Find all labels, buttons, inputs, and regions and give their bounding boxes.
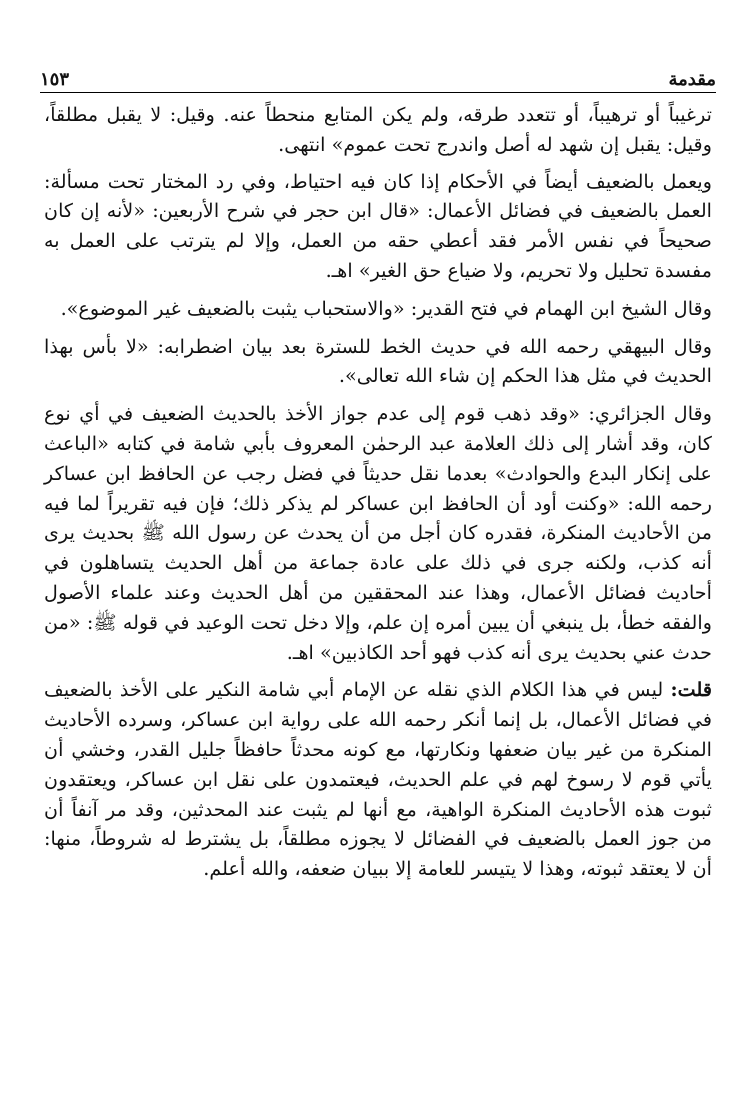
paragraph: ويعمل بالضعيف أيضاً في الأحكام إذا كان فيه احتياط، وفي رد المختار تحت مسألة: العمل بالضعيف في فضائل الأعمال: «قال ابن حجر في شرح الأربعين: «لأنه إن كان صحيحاً في نفس الأمر فقد أعطي حقه من العمل، وإلا لم يترتب على العمل به مفسدة تحليل ولا تحريم، ولا ضياع حق الغير» اهـ.: [44, 169, 712, 282]
note-label: قلت:: [670, 678, 712, 702]
paragraph: ترغيباً أو ترهيباً، أو تتعدد طرقه، ولم يكن المتابع منحطاً عنه. وقيل: لا يقبل مطلقاً، وقيل: يقبل إن شهد له أصل واندرج تحت عموم» انتهى.: [44, 103, 712, 156]
note-text: ليس في هذا الكلام الذي نقله عن الإمام أبي شامة النكير على الأخذ بالضعيف في فضائل الأعمال، بل إنما أنكر رحمه الله على رواية ابن عساكر، وسرده الأحاديث المنكرة من غير بيان ضعفها ونكارتها، مع كونه محدثاً حافظاً جليل القدر، وخشي أن يأتي قوم لا رسوخ لهم في علم الحديث، فيعتمدون على نقل ابن عساكر، ويعتقدون ثبوت هذه الأحاديث المنكرة الواهية، مع أنها لم يثبت عند المحدثين، وقد مر آنفاً أن من جوز العمل بالضعيف في الفضائل لا يجوزه مطلقاً، بل يشترط له شروطاً، منها: أن لا يعتقد ثبوته، وهذا لا يتيسر للعامة إلا ببيان ضعفه، والله أعلم.: [44, 678, 712, 881]
running-header: [40, 50, 716, 90]
main-text: [44, 100, 712, 892]
header-divider: [40, 92, 716, 93]
section-title: مقدمة: [668, 69, 716, 90]
paragraph-note: [44, 675, 712, 884]
paragraph: وقال البيهقي رحمه الله في حديث الخط للسترة بعد بيان اضطرابه: «لا بأس بهذا الحديث في مثل هذا الحكم إن شاء الله تعالى».: [44, 334, 712, 388]
paragraph: وقال الشيخ ابن الهمام في فتح القدير: «والاستحباب يثبت بالضعيف غير الموضوع».: [60, 296, 712, 320]
page-number: ١٥٣: [40, 69, 70, 90]
paragraph: وقال الجزائري: «وقد ذهب قوم إلى عدم جواز الأخذ بالحديث الضعيف في أي نوع كان، وقد أشار إلى ذلك العلامة عبد الرحمٰن المعروف بأبي شامة في كتابه «الباعث على إنكار البدع والحوادث» بعدما نقل حديثاً في فضل رجب عن الحافظ ابن عساكر رحمه الله: «وكنت أود أن الحافظ ابن عساكر لم يذكر ذلك؛ فإن فيه تقريراً لما فيه من الأحاديث المنكرة، فقدره كان أجل من أن يحدث عن رسول الله ﷺ بحديث يرى أنه كذب، ولكنه جرى في ذلك على عادة جماعة من أهل الحديث يتساهلون في أحاديث فضائل الأعمال، وهذا عند المحققين من أهل الحديث وعند علماء الأصول والفقه خطأ، بل ينبغي أن يبين أمره إن علم، وإلا دخل تحت الوعيد في قوله ﷺ: «من حدث عني بحديث يرى أنه كذب فهو أحد الكاذبين» اهـ.: [44, 402, 712, 664]
